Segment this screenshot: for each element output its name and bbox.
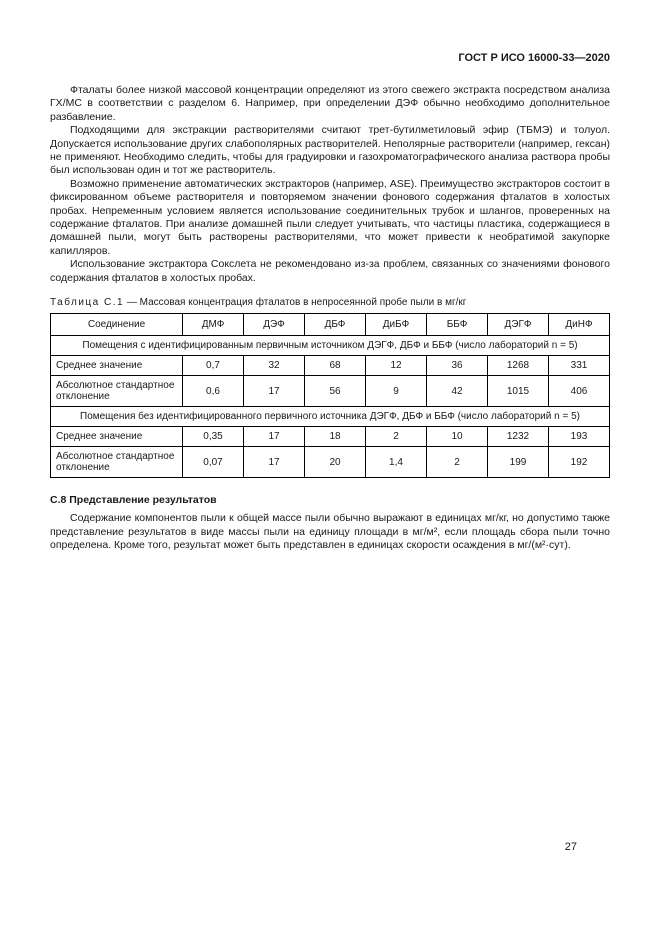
table-cell: 2 <box>427 447 488 478</box>
table-cell: 9 <box>366 376 427 407</box>
paragraph: Подходящими для экстракции растворителями считают трет-бутилметиловый эфир (ТБМЭ) и толуол. Допускается использование других слабополярных растворителей. Неполярные растворители (например, гексан) не применяют. Необходимо следить, чтобы для градуировки и газохроматографического анализа раствора пробы был использован один и тот же растворитель. <box>50 124 610 177</box>
paragraph: Возможно применение автоматических экстракторов (например, ASE). Преимущество экстракторов состоит в фиксированном объеме растворителя и повторяемом значении фонового содержания фталатов в холостых пробах. Непременным условием является использование соединительных трубок и шлангов, проверенных на содержание фталатов. При анализе домашней пыли следует учитывать, что частицы пластика, содержащиеся в домашней пыли, могут быть растворены растворителями, что может привести к необратимой закупорке капилляров. <box>50 177 610 257</box>
table-section-row <box>51 407 610 427</box>
table-cell: 17 <box>244 447 305 478</box>
table-row <box>51 447 610 478</box>
table-cell: 2 <box>366 427 427 447</box>
table-cell: 18 <box>305 427 366 447</box>
column-header: ДиНФ <box>549 314 610 336</box>
table-cell: 1,4 <box>366 447 427 478</box>
page-content <box>50 52 610 552</box>
column-header: ДМФ <box>183 314 244 336</box>
paragraph: Использование экстрактора Сокслета не рекомендовано из-за проблем, связанных со значениями фонового содержания фталатов в холостых пробах. <box>50 258 610 284</box>
table-cell: 1015 <box>488 376 549 407</box>
section-heading-c8: С.8 Представление результатов <box>50 494 217 507</box>
table-cell: 199 <box>488 447 549 478</box>
paragraph: Фталаты более низкой массовой концентрации определяют из этого свежего экстракта посредством анализа ГХ/МС в соответствии с разделом 6. Например, при определении ДЭФ обычно необходимо дополнительное разбавление. <box>50 84 610 123</box>
table-cell: 1232 <box>488 427 549 447</box>
row-label: Среднее значение <box>51 427 183 447</box>
table-section-title: Помещения с идентифицированным первичным источником ДЭГФ, ДБФ и ББФ (число лабораторий n = 5) <box>51 336 610 356</box>
table-cell: 0,07 <box>183 447 244 478</box>
page-number: 27 <box>564 841 577 853</box>
body-text-block <box>50 84 610 285</box>
table-cell: 32 <box>244 356 305 376</box>
row-label: Абсолютное стандартное отклонение <box>51 376 183 407</box>
table-cell: 17 <box>244 376 305 407</box>
paragraph: Содержание компонентов пыли к общей массе пыли обычно выражают в единицах мг/кг, но допустимо также представление результатов в виде массы пыли на единицу площади в мг/м², если площадь сбора пыли точно определена. Кроме того, результат может быть представлен в единицах скорости осаждения в мг/(м²·сут). <box>50 512 610 551</box>
table-cell: 42 <box>427 376 488 407</box>
table-section-title: Помещения без идентифицированного первичного источника ДЭГФ, ДБФ и ББФ (число лабораторий n = 5) <box>51 407 610 427</box>
document-title: ГОСТ Р ИСО 16000-33—2020 <box>458 52 610 64</box>
column-header: ДБФ <box>305 314 366 336</box>
column-header: ДЭФ <box>244 314 305 336</box>
table-caption <box>50 297 610 308</box>
column-header: ББФ <box>427 314 488 336</box>
table-cell: 193 <box>549 427 610 447</box>
table-cell: 56 <box>305 376 366 407</box>
row-label: Абсолютное стандартное отклонение <box>51 447 183 478</box>
table-caption-label: Таблица С.1 <box>50 297 125 309</box>
table-cell: 406 <box>549 376 610 407</box>
row-label: Среднее значение <box>51 356 183 376</box>
table-cell: 192 <box>549 447 610 478</box>
table-row <box>51 376 610 407</box>
table-caption-text: — Массовая концентрация фталатов в непросеянной пробе пыли в мг/кг <box>126 297 467 309</box>
table-cell: 17 <box>244 427 305 447</box>
table-cell: 0,7 <box>183 356 244 376</box>
table-cell: 1268 <box>488 356 549 376</box>
table-row <box>51 356 610 376</box>
phthalate-concentration-table <box>50 313 610 478</box>
column-header: ДиБФ <box>366 314 427 336</box>
table-row <box>51 427 610 447</box>
table-cell: 10 <box>427 427 488 447</box>
table-cell: 0,35 <box>183 427 244 447</box>
table-cell: 331 <box>549 356 610 376</box>
table-cell: 12 <box>366 356 427 376</box>
table-section-row <box>51 336 610 356</box>
table-cell: 68 <box>305 356 366 376</box>
table-cell: 0,6 <box>183 376 244 407</box>
column-header: ДЭГФ <box>488 314 549 336</box>
column-header: Соединение <box>51 314 183 336</box>
section-c8-body-block <box>50 512 610 552</box>
table-header-row <box>51 314 610 336</box>
table-cell: 36 <box>427 356 488 376</box>
table-cell: 20 <box>305 447 366 478</box>
